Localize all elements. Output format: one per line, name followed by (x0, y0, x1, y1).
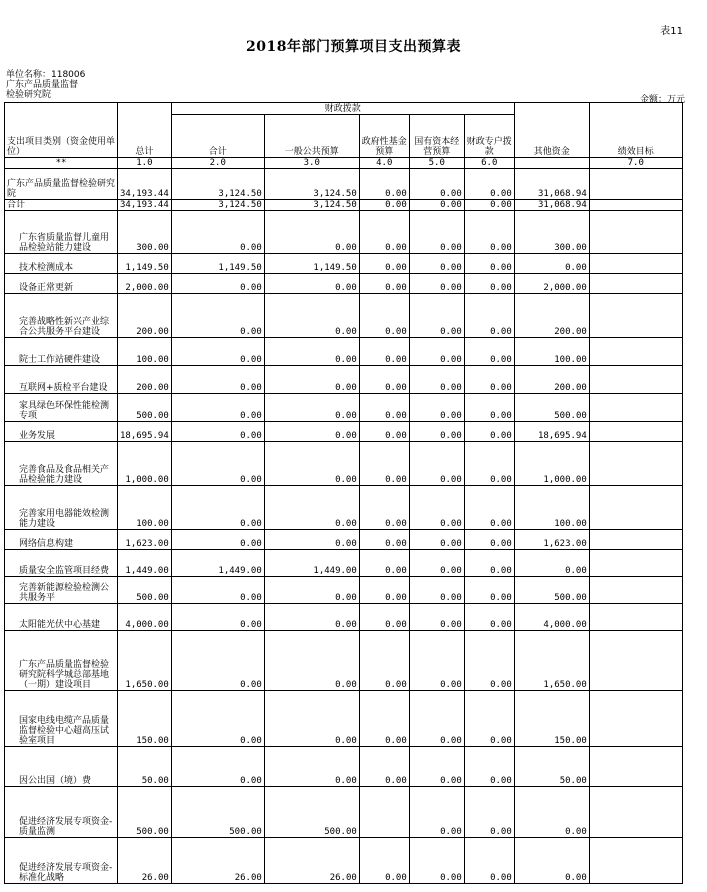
row-value-cell: 0.00 (359, 274, 409, 294)
row-value-cell: 0.00 (464, 838, 514, 884)
row-value-cell: 2,000.00 (514, 274, 589, 294)
row-value-cell (589, 486, 682, 530)
row-value-cell: 0.00 (359, 394, 409, 422)
row-category-name: 互联网+质检平台建设 (5, 366, 118, 394)
table-row (5, 691, 683, 747)
document-code: 表11 (660, 26, 683, 37)
index-cell: 7.0 (589, 158, 682, 169)
table-row (5, 338, 683, 366)
row-value-cell: 0.00 (171, 530, 264, 550)
table-row (5, 631, 683, 691)
row-value-cell: 0.00 (171, 274, 264, 294)
row-value-cell: 0.00 (464, 691, 514, 747)
row-value-cell: 0.00 (464, 200, 514, 211)
row-value-cell: 0.00 (171, 422, 264, 442)
header-category: 支出项目类别（资金使用单位） (5, 103, 118, 158)
row-value-cell: 0.00 (264, 530, 359, 550)
row-value-cell: 0.00 (409, 442, 464, 486)
table-row (5, 394, 683, 422)
index-cell: 3.0 (264, 158, 359, 169)
row-value-cell: 0.00 (464, 274, 514, 294)
row-value-cell: 0.00 (359, 169, 409, 200)
row-value-cell: 0.00 (264, 422, 359, 442)
row-value-cell: 300.00 (118, 211, 172, 254)
row-category-name: 完善食品及食品相关产品检验能力建设 (5, 442, 118, 486)
header-total: 总计 (118, 103, 172, 158)
row-value-cell: 0.00 (514, 838, 589, 884)
row-value-cell: 0.00 (264, 691, 359, 747)
row-category-name: 家具绿色环保性能检测专项 (5, 394, 118, 422)
header-fiscal-special: 财政专户拨款 (464, 115, 514, 158)
index-cell: 6.0 (464, 158, 514, 169)
row-value-cell: 0.00 (359, 838, 409, 884)
table-row (5, 604, 683, 631)
table-row (5, 442, 683, 486)
row-value-cell: 0.00 (171, 691, 264, 747)
row-value-cell: 34,193.44 (118, 200, 172, 211)
row-value-cell: 0.00 (464, 787, 514, 838)
row-value-cell: 0.00 (409, 422, 464, 442)
row-value-cell: 0.00 (359, 442, 409, 486)
row-value-cell: 0.00 (409, 169, 464, 200)
row-value-cell (589, 838, 682, 884)
row-value-cell: 0.00 (464, 486, 514, 530)
row-value-cell: 0.00 (464, 169, 514, 200)
row-value-cell: 0.00 (409, 530, 464, 550)
row-value-cell (359, 787, 409, 838)
row-value-cell: 0.00 (464, 366, 514, 394)
row-value-cell: 0.00 (464, 550, 514, 577)
row-value-cell: 200.00 (118, 294, 172, 338)
row-category-name: 网络信息构建 (5, 530, 118, 550)
row-value-cell: 300.00 (514, 211, 589, 254)
row-value-cell: 0.00 (514, 787, 589, 838)
row-value-cell: 0.00 (359, 631, 409, 691)
row-value-cell: 4,000.00 (118, 604, 172, 631)
row-value-cell: 1,449.00 (118, 550, 172, 577)
row-value-cell: 0.00 (359, 200, 409, 211)
row-value-cell: 18,695.94 (118, 422, 172, 442)
row-value-cell: 100.00 (118, 338, 172, 366)
row-value-cell: 0.00 (359, 604, 409, 631)
row-value-cell: 0.00 (264, 747, 359, 787)
row-value-cell: 1,149.50 (171, 254, 264, 274)
row-value-cell: 1,149.50 (264, 254, 359, 274)
table-row (5, 577, 683, 604)
row-value-cell (589, 787, 682, 838)
row-value-cell: 31,068.94 (514, 169, 589, 200)
row-value-cell: 0.00 (264, 394, 359, 422)
row-value-cell: 0.00 (409, 254, 464, 274)
header-subtotal: 合计 (171, 115, 264, 158)
unit-info (6, 70, 85, 100)
row-value-cell: 1,449.00 (171, 550, 264, 577)
row-value-cell: 0.00 (409, 486, 464, 530)
row-value-cell: 500.00 (171, 787, 264, 838)
table-row (5, 530, 683, 550)
row-value-cell: 0.00 (409, 747, 464, 787)
table-row (5, 294, 683, 338)
row-value-cell: 26.00 (118, 838, 172, 884)
row-value-cell: 0.00 (359, 254, 409, 274)
row-value-cell: 0.00 (359, 422, 409, 442)
row-value-cell (589, 394, 682, 422)
table-row (5, 422, 683, 442)
row-value-cell: 500.00 (118, 577, 172, 604)
row-category-name: 完善家用电器能效检测能力建设 (5, 486, 118, 530)
row-value-cell: 0.00 (409, 338, 464, 366)
row-value-cell (589, 550, 682, 577)
row-value-cell: 0.00 (264, 604, 359, 631)
index-cell: 2.0 (171, 158, 264, 169)
row-category-name: 广东产品质量监督检验研究院科学城总部基地（一期）建设项目 (5, 631, 118, 691)
row-value-cell (589, 577, 682, 604)
row-value-cell: 50.00 (118, 747, 172, 787)
index-cell: 5.0 (409, 158, 464, 169)
row-value-cell: 0.00 (409, 577, 464, 604)
row-value-cell: 0.00 (171, 747, 264, 787)
row-value-cell: 0.00 (464, 422, 514, 442)
row-value-cell: 0.00 (359, 486, 409, 530)
row-value-cell: 0.00 (409, 631, 464, 691)
row-value-cell: 0.00 (464, 338, 514, 366)
row-value-cell: 1,149.50 (118, 254, 172, 274)
row-value-cell (589, 254, 682, 274)
row-value-cell: 0.00 (171, 442, 264, 486)
row-value-cell: 0.00 (171, 366, 264, 394)
row-value-cell: 500.00 (514, 394, 589, 422)
row-value-cell: 0.00 (409, 200, 464, 211)
unit-name-line-2: 检验研究院 (6, 90, 52, 100)
row-category-name: 设备正常更新 (5, 274, 118, 294)
row-value-cell: 0.00 (359, 530, 409, 550)
row-value-cell: 150.00 (118, 691, 172, 747)
row-value-cell: 0.00 (264, 211, 359, 254)
page-title: 2018年部门预算项目支出预算表 (246, 39, 461, 55)
row-value-cell (589, 169, 682, 200)
row-category-name: 广东产品质量监督检验研究院 (5, 169, 118, 200)
row-value-cell: 0.00 (359, 366, 409, 394)
row-value-cell: 0.00 (409, 366, 464, 394)
row-value-cell: 100.00 (514, 486, 589, 530)
row-value-cell: 0.00 (464, 394, 514, 422)
row-value-cell (589, 274, 682, 294)
row-value-cell: 0.00 (409, 604, 464, 631)
row-category-name: 完善战略性新兴产业综合公共服务平台建设 (5, 294, 118, 338)
row-category-name: 质量安全监管项目经费 (5, 550, 118, 577)
row-value-cell: 0.00 (264, 366, 359, 394)
row-value-cell: 0.00 (171, 294, 264, 338)
row-category-name: 促进经济发展专项资金-标准化战略 (5, 838, 118, 884)
row-category-name: 国家电线电缆产品质量监督检验中心超高压试验室项目 (5, 691, 118, 747)
table-row (5, 254, 683, 274)
row-category-name: 太阳能光伏中心基建 (5, 604, 118, 631)
row-value-cell: 0.00 (464, 604, 514, 631)
row-value-cell: 50.00 (514, 747, 589, 787)
row-value-cell: 26.00 (171, 838, 264, 884)
row-value-cell: 0.00 (359, 294, 409, 338)
row-value-cell: 100.00 (118, 486, 172, 530)
row-value-cell (589, 422, 682, 442)
row-value-cell: 1,000.00 (118, 442, 172, 486)
row-value-cell: 0.00 (409, 394, 464, 422)
row-value-cell: 0.00 (409, 838, 464, 884)
header-row-1 (5, 103, 683, 115)
row-value-cell: 0.00 (171, 486, 264, 530)
row-value-cell: 34,193.44 (118, 169, 172, 200)
row-value-cell: 0.00 (464, 211, 514, 254)
row-value-cell: 0.00 (359, 747, 409, 787)
row-value-cell: 0.00 (464, 747, 514, 787)
row-value-cell: 26.00 (264, 838, 359, 884)
row-value-cell: 0.00 (171, 338, 264, 366)
row-value-cell: 0.00 (359, 550, 409, 577)
index-cell (514, 158, 589, 169)
header-fiscal-group: 财政拨款 (171, 103, 514, 115)
row-value-cell: 0.00 (171, 394, 264, 422)
row-value-cell (589, 604, 682, 631)
row-value-cell: 4,000.00 (514, 604, 589, 631)
header-gov-fund: 政府性基金预算 (359, 115, 409, 158)
row-value-cell: 0.00 (464, 294, 514, 338)
row-value-cell: 3,124.50 (264, 169, 359, 200)
row-value-cell (589, 442, 682, 486)
table-row (5, 486, 683, 530)
row-value-cell: 0.00 (264, 442, 359, 486)
row-value-cell: 0.00 (514, 254, 589, 274)
row-value-cell (589, 691, 682, 747)
row-value-cell: 0.00 (264, 577, 359, 604)
table-row (5, 366, 683, 394)
row-value-cell: 3,124.50 (171, 169, 264, 200)
row-value-cell: 100.00 (514, 338, 589, 366)
row-value-cell: 0.00 (171, 604, 264, 631)
row-value-cell: 0.00 (464, 254, 514, 274)
row-value-cell: 200.00 (118, 366, 172, 394)
row-value-cell: 0.00 (171, 211, 264, 254)
row-value-cell: 3,124.50 (171, 200, 264, 211)
row-value-cell (589, 747, 682, 787)
row-value-cell: 1,623.00 (118, 530, 172, 550)
row-value-cell: 1,650.00 (118, 631, 172, 691)
row-value-cell (589, 200, 682, 211)
table-row (5, 274, 683, 294)
row-value-cell: 1,000.00 (514, 442, 589, 486)
index-row (5, 158, 683, 169)
row-value-cell (589, 338, 682, 366)
row-value-cell (589, 366, 682, 394)
row-value-cell: 0.00 (264, 274, 359, 294)
row-value-cell: 0.00 (359, 211, 409, 254)
row-value-cell: 0.00 (464, 577, 514, 604)
row-value-cell: 2,000.00 (118, 274, 172, 294)
table-row (5, 169, 683, 200)
table-row (5, 200, 683, 211)
row-value-cell: 31,068.94 (514, 200, 589, 211)
row-value-cell (589, 631, 682, 691)
row-value-cell: 200.00 (514, 366, 589, 394)
row-value-cell: 0.00 (171, 577, 264, 604)
row-value-cell: 0.00 (409, 294, 464, 338)
index-cell: 4.0 (359, 158, 409, 169)
amount-unit: 金额：万元 (639, 95, 685, 105)
row-category-name: 广东省质量监督儿童用品检验站能力建设 (5, 211, 118, 254)
row-category-name: 技术检测成本 (5, 254, 118, 274)
row-value-cell: 0.00 (264, 486, 359, 530)
row-value-cell (589, 530, 682, 550)
header-other-funds: 其他资金 (514, 103, 589, 158)
row-category-name: 合计 (5, 200, 118, 211)
row-category-name: 促进经济发展专项资金-质量监测 (5, 787, 118, 838)
header-performance: 绩效目标 (589, 103, 682, 158)
row-value-cell (589, 211, 682, 254)
table-row (5, 550, 683, 577)
row-value-cell: 0.00 (464, 631, 514, 691)
index-cell: ** (5, 158, 118, 169)
budget-table (4, 102, 683, 884)
row-category-name: 院士工作站硬件建设 (5, 338, 118, 366)
unit-name-line-1: 广东产品质量监督 (6, 80, 79, 90)
table-row (5, 747, 683, 787)
row-value-cell: 500.00 (264, 787, 359, 838)
row-value-cell: 0.00 (409, 211, 464, 254)
row-value-cell: 0.00 (264, 631, 359, 691)
table-row (5, 787, 683, 838)
unit-label: 单位名称：118006 (6, 70, 86, 80)
row-value-cell: 0.00 (464, 442, 514, 486)
row-value-cell: 0.00 (409, 691, 464, 747)
row-value-cell: 500.00 (118, 394, 172, 422)
row-value-cell: 0.00 (409, 274, 464, 294)
row-value-cell: 0.00 (464, 530, 514, 550)
row-value-cell: 500.00 (118, 787, 172, 838)
row-value-cell: 500.00 (514, 577, 589, 604)
index-cell: 1.0 (118, 158, 172, 169)
row-value-cell: 1,449.00 (264, 550, 359, 577)
row-value-cell: 0.00 (171, 631, 264, 691)
table-row (5, 838, 683, 884)
row-value-cell: 0.00 (264, 294, 359, 338)
header-state-capital: 国有资本经营预算 (409, 115, 464, 158)
row-value-cell: 150.00 (514, 691, 589, 747)
table-row (5, 211, 683, 254)
row-value-cell: 200.00 (514, 294, 589, 338)
row-value-cell: 0.00 (409, 787, 464, 838)
row-value-cell: 3,124.50 (264, 200, 359, 211)
row-value-cell (589, 294, 682, 338)
row-value-cell: 0.00 (359, 577, 409, 604)
row-value-cell: 0.00 (264, 338, 359, 366)
row-value-cell: 1,623.00 (514, 530, 589, 550)
row-category-name: 完善新能源检验检测公共服务平 (5, 577, 118, 604)
row-value-cell: 0.00 (409, 550, 464, 577)
row-value-cell: 0.00 (359, 338, 409, 366)
row-value-cell: 1,650.00 (514, 631, 589, 691)
row-value-cell: 0.00 (514, 550, 589, 577)
row-value-cell: 0.00 (359, 691, 409, 747)
row-value-cell: 18,695.94 (514, 422, 589, 442)
row-category-name: 因公出国（境）费 (5, 747, 118, 787)
row-category-name: 业务发展 (5, 422, 118, 442)
header-general-budget: 一般公共预算 (264, 115, 359, 158)
